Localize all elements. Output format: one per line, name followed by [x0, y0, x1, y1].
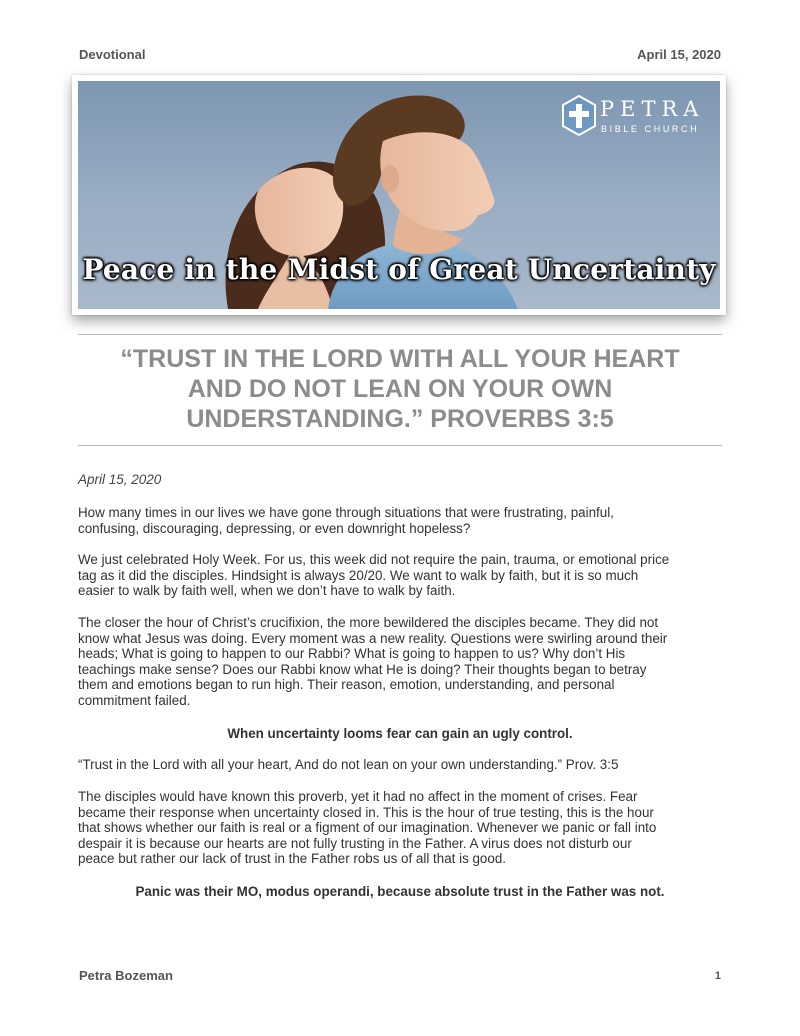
verse-line: AND DO NOT LEAN ON YOUR OWN — [187, 375, 613, 403]
emphasis-statement-2: Panic was their MO, modus operandi, because absolute trust in the Father was not. — [135, 884, 665, 899]
verse-heading — [78, 344, 722, 434]
verse-line: UNDERSTANDING.” PROVERBS 3:5 — [186, 405, 614, 433]
footer-author: Petra Bozeman — [79, 968, 173, 983]
text-line: teachings make sense? Does our Rabbi know what He is doing? Their thoughts began to betray — [78, 661, 647, 677]
petra-logo — [558, 93, 708, 143]
verse-line: “TRUST IN THE LORD WITH ALL YOUR HEART — [120, 345, 680, 373]
logo-subtitle: BIBLE CHURCH — [601, 124, 700, 134]
text-line: them and emotions began to run high. Their reason, emotion, understanding, and personal — [78, 677, 615, 693]
hero-title: Peace in the Midst of Great Uncertainty — [82, 253, 716, 286]
logo-wordmark: PETRA — [600, 97, 705, 121]
text-line: easier to walk by faith well, when we don’t have to walk by faith. — [78, 583, 456, 599]
hexagon-cross-icon — [561, 95, 597, 137]
divider-bottom — [78, 445, 722, 446]
text-line: “Trust in the Lord with all your heart, And do not lean on your own understanding.” Prov. 3:5 — [78, 757, 619, 772]
text-line: despair it is because our hearts are not fully trusting in the Father. A virus does not disturb our — [78, 835, 632, 851]
hero-banner — [72, 75, 726, 315]
paragraph-3 — [78, 615, 728, 709]
text-line: became their response when uncertainty closed in. This is the hour of true testing, this is the hour — [78, 804, 654, 820]
body-date: April 15, 2020 — [78, 472, 162, 487]
text-line: that shows whether our faith is real or a figment of our imagination. Whenever we panic or fall into — [78, 820, 657, 836]
text-line: know what Jesus was doing. Every moment was a new reality. Questions were swirling around their — [78, 630, 668, 646]
header-date: April 15, 2020 — [637, 47, 721, 62]
paragraph-1 — [78, 505, 728, 536]
emphasis-statement-1: When uncertainty looms fear can gain an ugly control. — [227, 726, 573, 741]
hero-image — [78, 81, 720, 309]
text-line: peace but rather our lack of trust in the Father robs us of all that is good. — [78, 851, 506, 867]
paragraph-2 — [78, 552, 728, 599]
text-line: The disciples would have known this proverb, yet it had no affect in the moment of crises. Fear — [78, 789, 638, 804]
text-line: heads; What is going to happen to our Rabbi? What is going to happen to us? Why don’t His — [78, 646, 626, 662]
header-label: Devotional — [79, 47, 146, 62]
paragraph-5 — [78, 789, 728, 867]
text-line: We just celebrated Holy Week. For us, this week did not require the pain, trauma, or emotional price — [78, 552, 670, 567]
divider-top — [78, 334, 722, 335]
text-line: tag as it did the disciples. Hindsight is always 20/20. We want to walk by faith, but it is so much — [78, 567, 639, 583]
page-number: 1 — [714, 970, 721, 982]
text-line: commitment failed. — [78, 692, 191, 708]
paragraph-4 — [78, 757, 728, 773]
text-line: The closer the hour of Christ’s crucifixion, the more bewildered the disciples became. They did not — [78, 615, 659, 630]
text-line: How many times in our lives we have gone through situations that were frustrating, painful, — [78, 505, 614, 520]
text-line: confusing, discouraging, depressing, or even downright hopeless? — [78, 520, 471, 536]
